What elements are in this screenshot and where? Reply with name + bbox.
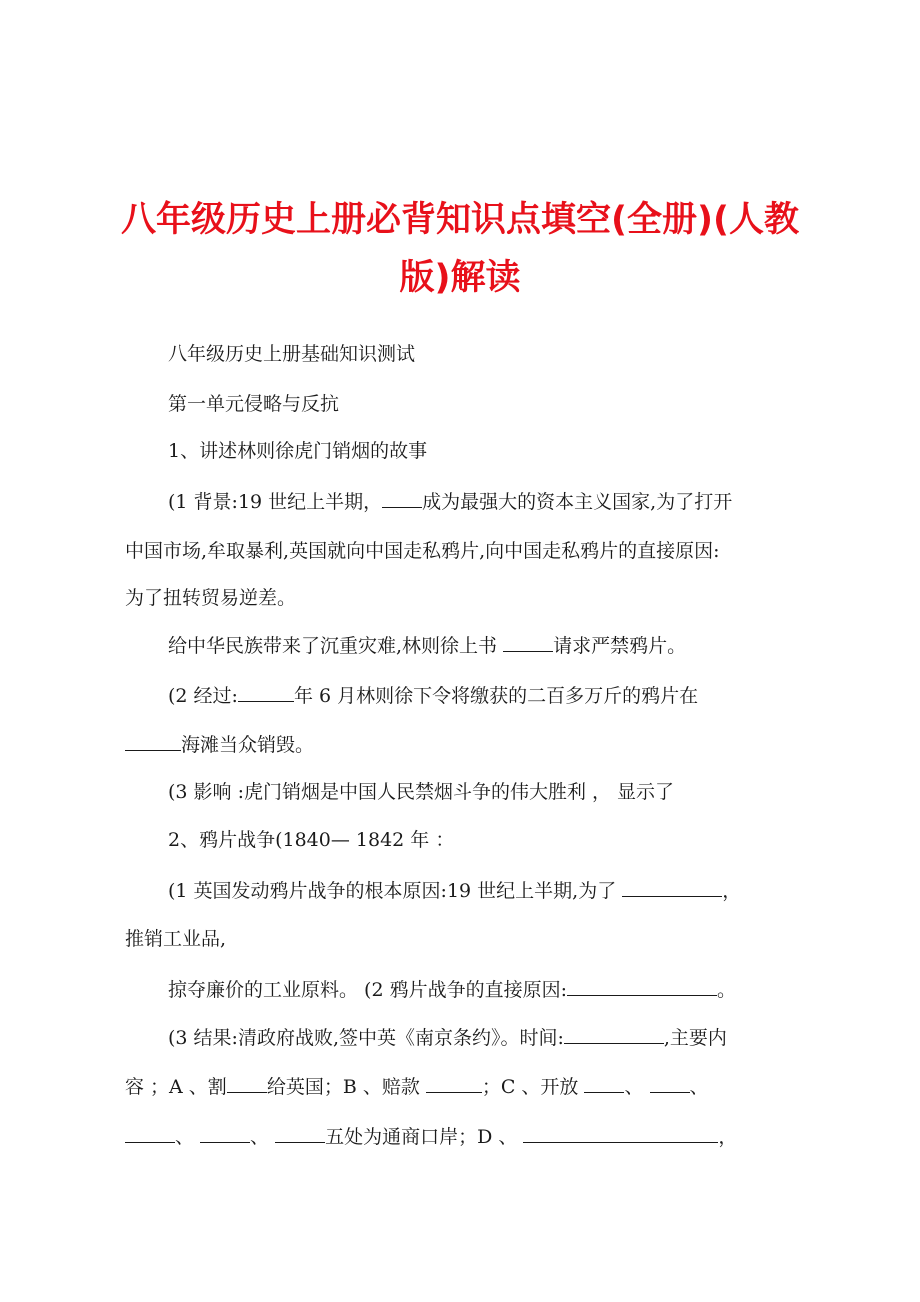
unit-heading: 第一单元侵略与反抗 xyxy=(168,393,340,415)
fill-blank[interactable] xyxy=(523,1122,718,1143)
text-segment: (3 结果:清政府战败,签中英《南京条约》。时间: xyxy=(168,1027,564,1049)
text-segment: ， xyxy=(722,880,742,902)
text-segment: 给中华民族带来了沉重灾难,林则徐上书 xyxy=(168,635,504,657)
fill-blank[interactable] xyxy=(125,730,181,751)
text-segment: 容 ；A 、割 xyxy=(125,1076,227,1098)
paragraph-process-line-2 xyxy=(125,730,314,759)
text-segment: 、 xyxy=(689,1076,709,1098)
text-segment: (1 背景:19 世纪上半期， xyxy=(168,491,383,513)
document-title-line-1: 八年级历史上册必背知识点填空(全册)(人教 xyxy=(121,200,799,240)
section-1-heading: 1、讲述林则徐虎门销烟的故事 xyxy=(168,440,428,462)
fill-blank[interactable] xyxy=(564,1023,664,1044)
paragraph-petition xyxy=(168,631,686,660)
paragraph-root-cause-line-2: 推销工业品, xyxy=(125,928,227,950)
fill-blank[interactable] xyxy=(567,975,717,996)
text-segment: 给英国；B 、赔款 xyxy=(266,1076,426,1098)
fill-blank[interactable] xyxy=(382,487,422,508)
text-segment: 、 xyxy=(250,1126,276,1148)
paragraph-impact: (3 影响 :虎门销烟是中国人民禁烟斗争的伟大胜利 ， 显示了 xyxy=(168,781,675,803)
text-segment: 海滩当众销毁。 xyxy=(181,734,315,756)
paragraph-background-line-3: 为了扭转贸易逆差。 xyxy=(125,587,297,609)
fill-blank[interactable] xyxy=(275,1122,325,1143)
paragraph-result-line-2 xyxy=(125,1072,709,1101)
text-segment: 掠夺廉价的工业原料。 (2 鸦片战争的直接原因: xyxy=(168,979,567,1001)
text-segment: ；C 、开放 xyxy=(481,1076,585,1098)
fill-blank[interactable] xyxy=(650,1072,690,1093)
test-heading: 八年级历史上册基础知识测试 xyxy=(168,343,416,365)
fill-blank[interactable] xyxy=(227,1072,267,1093)
text-segment: 、 xyxy=(175,1126,201,1148)
text-segment: ,主要内 xyxy=(663,1027,727,1049)
paragraph-result-line-3 xyxy=(125,1122,737,1151)
paragraph-direct-cause xyxy=(168,975,736,1004)
fill-blank[interactable] xyxy=(125,1122,175,1143)
fill-blank[interactable] xyxy=(426,1072,482,1093)
fill-blank[interactable] xyxy=(200,1122,250,1143)
fill-blank[interactable] xyxy=(238,681,294,702)
text-segment: 年 6 月林则徐下令将缴获的二百多万斤的鸦片在 xyxy=(293,685,699,707)
paragraph-result-line-1 xyxy=(168,1023,727,1052)
text-segment: (1 英国发动鸦片战争的根本原因:19 世纪上半期,为了 xyxy=(168,880,623,902)
fill-blank[interactable] xyxy=(584,1072,624,1093)
text-segment: 五处为通商口岸；D 、 xyxy=(325,1126,524,1148)
section-2-heading: 2、鸦片战争(1840— 1842 年 ： xyxy=(168,829,455,851)
fill-blank[interactable] xyxy=(622,876,722,897)
paragraph-process-line-1 xyxy=(168,681,698,710)
text-segment: ， xyxy=(718,1126,738,1148)
text-segment: (2 经过: xyxy=(168,685,238,707)
document-title-line-2: 版)解读 xyxy=(399,258,521,298)
paragraph-root-cause-line-1 xyxy=(168,876,741,905)
paragraph-background-line-2: 中国市场,牟取暴利,英国就向中国走私鸦片,向中国走私鸦片的直接原因: xyxy=(125,540,720,562)
text-segment: 、 xyxy=(624,1076,650,1098)
fill-blank[interactable] xyxy=(503,631,553,652)
text-segment: 。 xyxy=(716,979,736,1001)
text-segment: 成为最强大的资本主义国家,为了打开 xyxy=(422,491,733,513)
text-segment: 请求严禁鸦片。 xyxy=(553,635,687,657)
paragraph-background-line-1 xyxy=(168,487,732,516)
